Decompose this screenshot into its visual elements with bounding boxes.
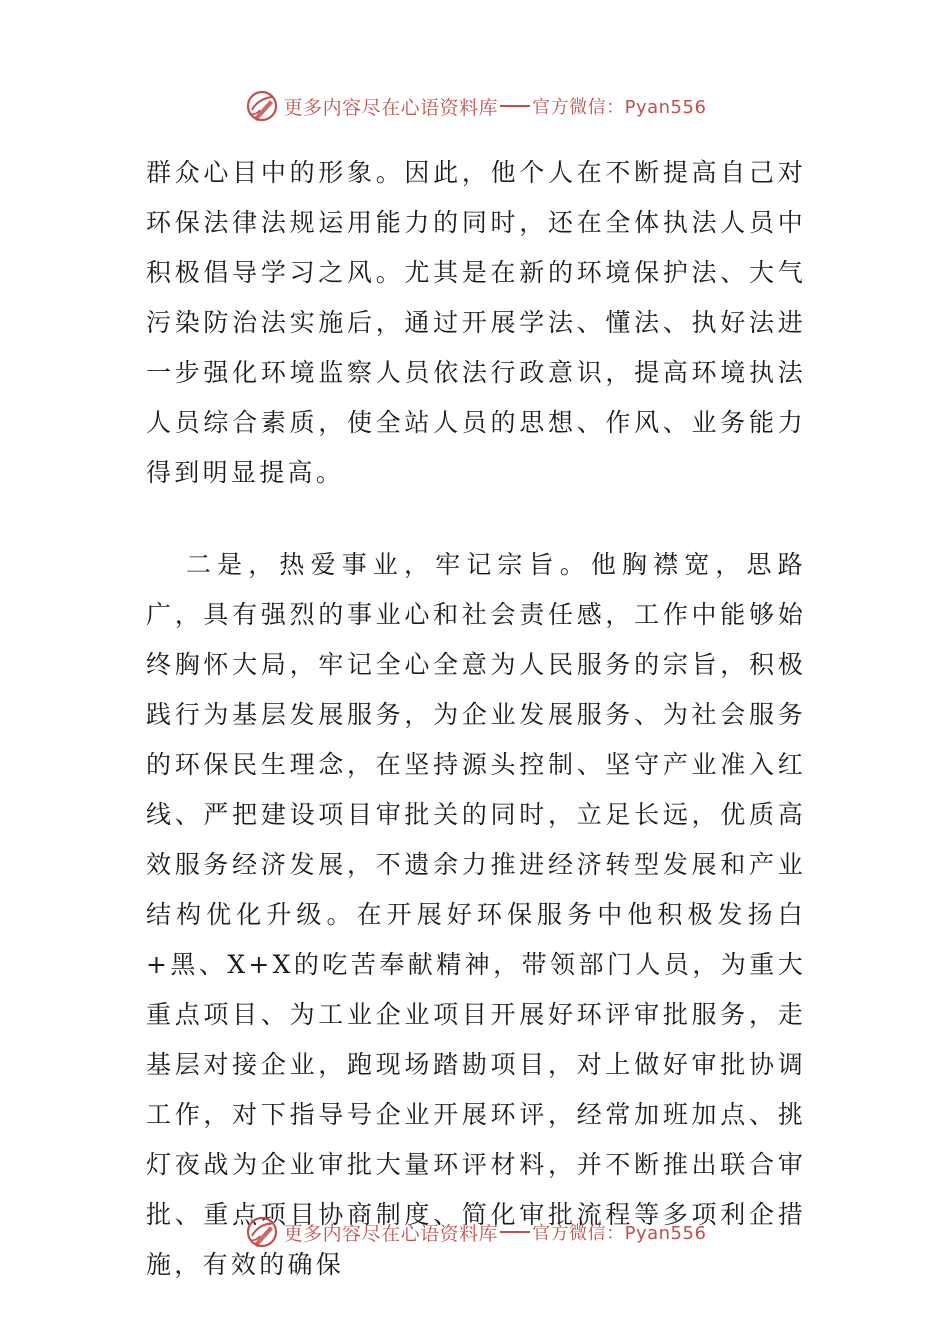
pen-logo-icon [244,88,280,124]
pen-logo-icon [244,1214,280,1250]
footer-watermark [0,1212,950,1252]
body-paragraph-1: 群众心目中的形象。因此，他个人在不断提高自己对环保法律法规运用能力的同时，还在全体执法人员中积极倡导学习之风。尤其是在新的环境保护法、大气污染防治法实施后，通过开展学法、懂法、执好法进一步强化环境监察人员依法行政意识，提高环境执法人员综合素质，使全站人员的思想、作风、业务能力得到明显提高。 [146,158,806,487]
watermark-wechat-text: 官方微信：Pyan556 [532,97,707,118]
header-watermark [0,86,950,126]
body-paragraph-2: 二是，热爱事业，牢记宗旨。他胸襟宽，思路广，具有强烈的事业心和社会责任感，工作中能够始终胸怀大局，牢记全心全意为人民服务的宗旨，积极践行为基层发展服务，为企业发展服务、为社会服务的环保民生理念，在坚持源头控制、坚守产业准入红线、严把建设项目审批关的同时，立足长远，优质高效服务经济发展，不遗余力推进经济转型发展和产业结构优化升级。在开展好环保服务中他积极发扬白+黑、X+X的吃苦奉献精神，带领部门人员，为重大重点项目、为工业企业项目开展好环评审批服务，走基层对接企业，跑现场踏勘项目，对上做好审批协调工作，对下指导号企业开展环评，经常加班加点、挑灯夜战为企业审批大量环评材料，并不断推出联合审批、重点项目协商制度、简化审批流程等多项利企措施，有效的确保 [146,550,806,1279]
watermark-site-text: 更多内容尽在心语资料库 [283,1222,499,1245]
watermark-separator [500,105,530,107]
watermark-separator [500,1231,530,1233]
watermark-wechat-text: 官方微信：Pyan556 [532,1223,707,1244]
watermark-site-text: 更多内容尽在心语资料库 [283,96,499,119]
